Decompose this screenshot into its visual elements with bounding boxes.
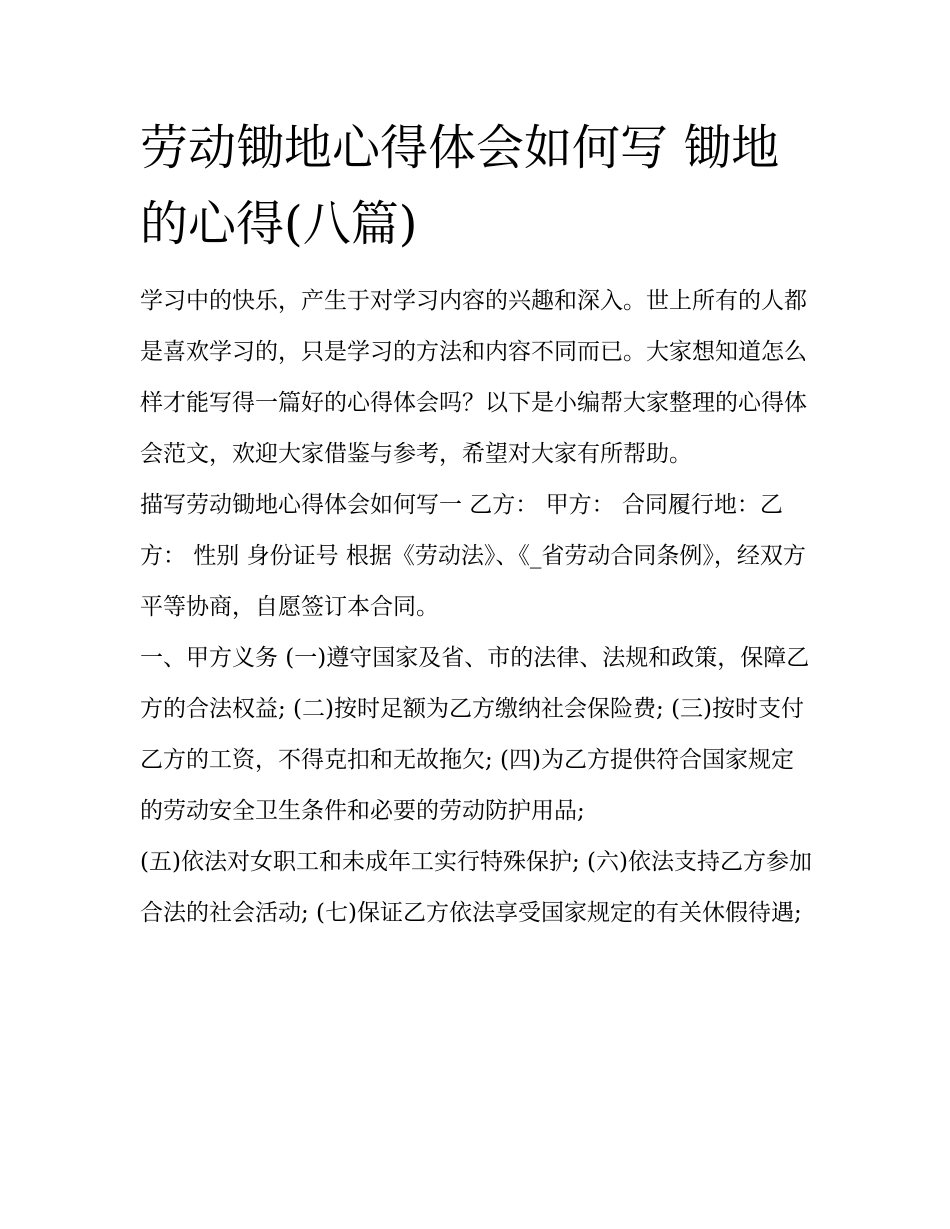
contract-parties-paragraph: 描写劳动锄地心得体会如何写一 乙方： 甲方： 合同履行地：乙方： 性别 身份证号 根据《劳动法》、《_省劳动合同条例》，经双方平等协商，自愿签订本合同。: [140, 492, 806, 620]
document-page: [140, 110, 815, 939]
employer-duties-paragraph: 一、甲方义务 (一)遵守国家及省、市的法律、法规和政策，保障乙方的合法权益; (二)按时足额为乙方缴纳社会保险费; (三)按时支付乙方的工资，不得克扣和无故拖欠; (四)为乙方提供符合国家规定的劳动安全卫生条件和必要的劳动防护用品;: [140, 645, 810, 824]
document-title: 劳动锄地心得体会如何写 锄地的心得(八篇): [140, 120, 780, 252]
employer-duties-continued-paragraph: (五)依法对女职工和未成年工实行特殊保护; (六)依法支持乙方参加合法的社会活动; (七)保证乙方依法享受国家规定的有关休假待遇;: [140, 849, 812, 926]
intro-paragraph: 学习中的快乐，产生于对学习内容的兴趣和深入。世上所有的人都是喜欢学习的，只是学习的方法和内容不同而已。大家想知道怎么样才能写得一篇好的心得体会吗？以下是小编帮大家整理的心得体会范文，欢迎大家借鉴与参考，希望对大家有所帮助。: [140, 288, 807, 467]
